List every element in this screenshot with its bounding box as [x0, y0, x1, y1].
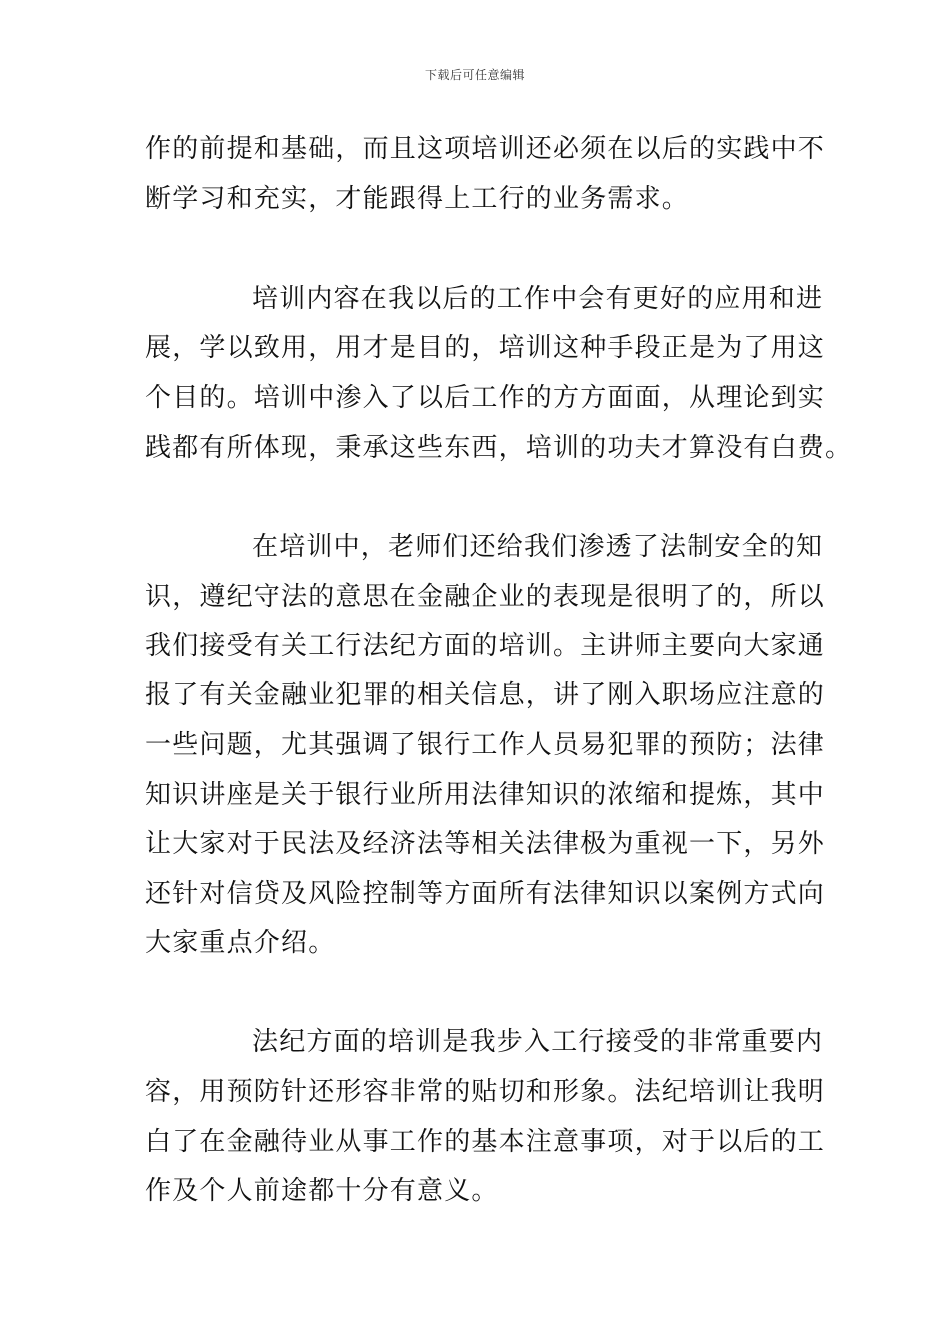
paragraph-4-line-3: 白了在金融待业从事工作的基本注意事项，对于以后的工 [145, 1127, 826, 1157]
paragraph-4-line-2: 容，用预防针还形容非常的贴切和形象。法纪培训让我明 [145, 1077, 826, 1107]
paragraph-3-line-7: 让大家对于民法及经济法等相关法律极为重视一下，另外 [145, 829, 826, 859]
paragraph-3-line-1: 在培训中，老师们还给我们渗透了法制安全的知 [252, 532, 824, 562]
paragraph-2-line-2: 展，学以致用，用才是目的，培训这种手段正是为了用这 [145, 333, 826, 363]
paragraph-1-line-2: 断学习和充实，才能跟得上工行的业务需求。 [145, 184, 690, 214]
paragraph-2-line-1: 培训内容在我以后的工作中会有更好的应用和进 [252, 284, 824, 314]
paragraph-3-line-4: 报了有关金融业犯罪的相关信息，讲了刚入职场应注意的 [145, 680, 826, 710]
paragraph-3-line-2: 识，遵纪守法的意思在金融企业的表现是很明了的，所以 [145, 582, 826, 612]
paragraph-4-line-4: 作及个人前途都十分有意义。 [145, 1176, 499, 1206]
paragraph-1-line-1: 作的前提和基础，而且这项培训还必须在以后的实践中不 [145, 134, 826, 164]
paragraph-2-line-4: 践都有所体现，秉承这些东西，培训的功夫才算没有白费。 [145, 433, 853, 463]
paragraph-2-line-3: 个目的。培训中渗入了以后工作的方方面面，从理论到实 [145, 383, 826, 413]
paragraph-3-line-8: 还针对信贷及风险控制等方面所有法律知识以案例方式向 [145, 879, 826, 909]
paragraph-3-line-6: 知识讲座是关于银行业所用法律知识的浓缩和提炼，其中 [145, 780, 826, 810]
paragraph-3-line-5: 一些问题，尤其强调了银行工作人员易犯罪的预防；法律 [145, 730, 826, 760]
paragraph-3-line-3: 我们接受有关工行法纪方面的培训。主讲师主要向大家通 [145, 631, 826, 661]
paragraph-3-line-9: 大家重点介绍。 [145, 928, 336, 958]
page-header: 下载后可任意编辑 [424, 68, 525, 82]
paragraph-4-line-1: 法纪方面的培训是我步入工行接受的非常重要内 [252, 1027, 824, 1057]
